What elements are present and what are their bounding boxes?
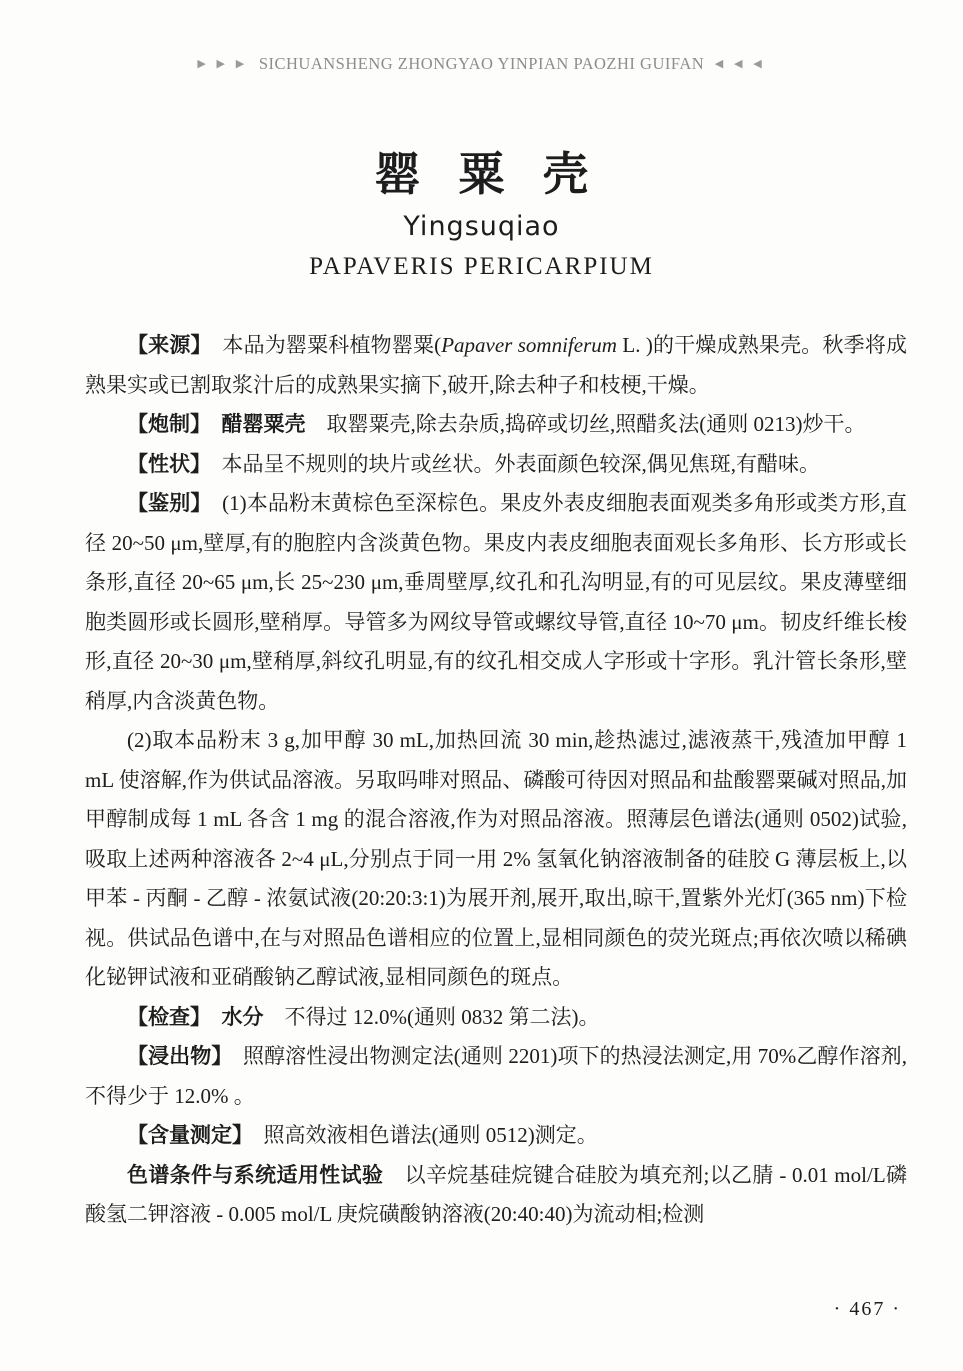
section-assay-text: 照高效液相色谱法(通则 0512)测定。 <box>242 1123 598 1147</box>
section-identification-2-text: (2)取本品粉末 3 g,加甲醇 30 mL,加热回流 30 min,趁热滤过,滤液蒸干,残渣加甲醇 1 mL 使溶解,作为供试品溶液。另取吗啡对照品、磷酸可待因对照品和盐酸罂粟碱对照品,加甲醇制成每 1 mL 各含 1 mg 的混合溶液,作为对照品溶液。照薄层色谱法(通则 0502)试验,吸取上述两种溶液各 2~4 μL,分别点于同一用 2% 氢氧化钠溶液制备的硅胶 G 薄层板上,以甲苯 - 丙酮 - 乙醇 - 浓氨试液(20:20:3:1)为展开剂,展开,取出,晾干,置紫外光灯(365 nm)下检视。供试品色谱中,在与对照品色谱相应的位置上,显相同颜色的荧光斑点;再依次喷以稀碘化铋钾试液和亚硝酸钠乙醇试液,显相同颜色的斑点。 <box>85 728 907 989</box>
monograph-title-pinyin: Yingsuqiao <box>403 211 560 242</box>
botanical-latin-name: Papaver somniferum <box>441 333 617 357</box>
section-extractives-text: 照醇溶性浸出物测定法(通则 2201)项下的热浸法测定,用 70%乙醇作溶剂,不得少于 12.0% 。 <box>85 1044 908 1108</box>
section-description-text: 本品呈不规则的块片或丝状。外表面颜色较深,偶见焦斑,有醋味。 <box>200 451 820 476</box>
section-processing-text: 取罂粟壳,除去杂质,捣碎或切丝,照醋炙法(通则 0213)炒干。 <box>305 412 866 436</box>
header-arrows-left-icon: ▶ ▶ ▶ <box>197 58 249 70</box>
section-source-text: 本品为罂粟科植物罂粟( <box>201 333 442 357</box>
running-header-text: SICHUANSHENG ZHONGYAO YINPIAN PAOZHI GUIFAN <box>258 54 705 73</box>
section-processing <box>85 405 907 445</box>
section-description-label: 【性状】 <box>127 451 201 476</box>
section-identification-1-text: (1)本品粉末黄棕色至深棕色。果皮外表皮细胞表面观类多角形或类方形,直径 20~50 μm,壁厚,有的胞腔内含淡黄色物。果皮内表皮细胞表面观长多角形、长方形或长条形,直径 20~65 μm,长 25~230 μm,垂周壁厚,纹孔和孔沟明显,有的可见层纹。果皮薄壁细胞类圆形或长圆形,壁稍厚。导管多为网纹导管或螺纹导管,直径 10~70 μm。韧皮纤维长梭形,直径 20~30 μm,壁稍厚,斜纹孔明显,有的纹孔相交成人字形或十字形。乳汁管长条形,壁稍厚,内含淡黄色物。 <box>85 491 907 713</box>
section-extractives <box>85 1037 907 1116</box>
section-chromatographic-conditions <box>85 1156 907 1235</box>
section-source-label: 【来源】 <box>127 333 202 357</box>
section-identification-2 <box>85 721 907 998</box>
section-source <box>85 326 907 405</box>
section-assay <box>85 1116 907 1156</box>
section-identification-1 <box>85 484 907 721</box>
section-examination <box>85 998 907 1038</box>
section-description <box>85 445 907 485</box>
section-examination-text: 不得过 12.0%(通则 0832 第二法)。 <box>263 1004 600 1029</box>
section-chromatographic-conditions-text: 以辛烷基硅烷键合硅胶为填充剂;以乙腈 - 0.01 mol/L磷酸氢二钾溶液 - 0.005 mol/L 庚烷磺酸钠溶液(20:40:40)为流动相;检测 <box>85 1162 907 1226</box>
page-number: · 467 · <box>833 1298 901 1320</box>
section-assay-label: 【含量测定】 <box>127 1123 243 1147</box>
section-processing-label: 【炮制】 醋罂粟壳 <box>127 412 306 436</box>
section-chromatographic-conditions-label: 色谱条件与系统适用性试验 <box>127 1162 384 1187</box>
monograph-title-latin: PAPAVERIS PERICARPIUM <box>309 253 654 280</box>
monograph-title-chinese: 罂粟壳 <box>374 149 627 200</box>
section-source-text-cont: L. )的干燥成熟果壳。秋季将成熟果实或已割取浆汁后的成熟果实摘下,破开,除去种子和枝梗,干燥。 <box>85 333 908 397</box>
section-examination-label: 【检查】 水分 <box>127 1004 264 1029</box>
monograph-body <box>85 326 907 1235</box>
section-extractives-label: 【浸出物】 <box>127 1044 222 1068</box>
section-identification-label: 【鉴别】 <box>127 491 202 515</box>
running-header <box>0 54 963 74</box>
header-arrows-right-icon: ◀ ◀ ◀ <box>714 58 766 70</box>
